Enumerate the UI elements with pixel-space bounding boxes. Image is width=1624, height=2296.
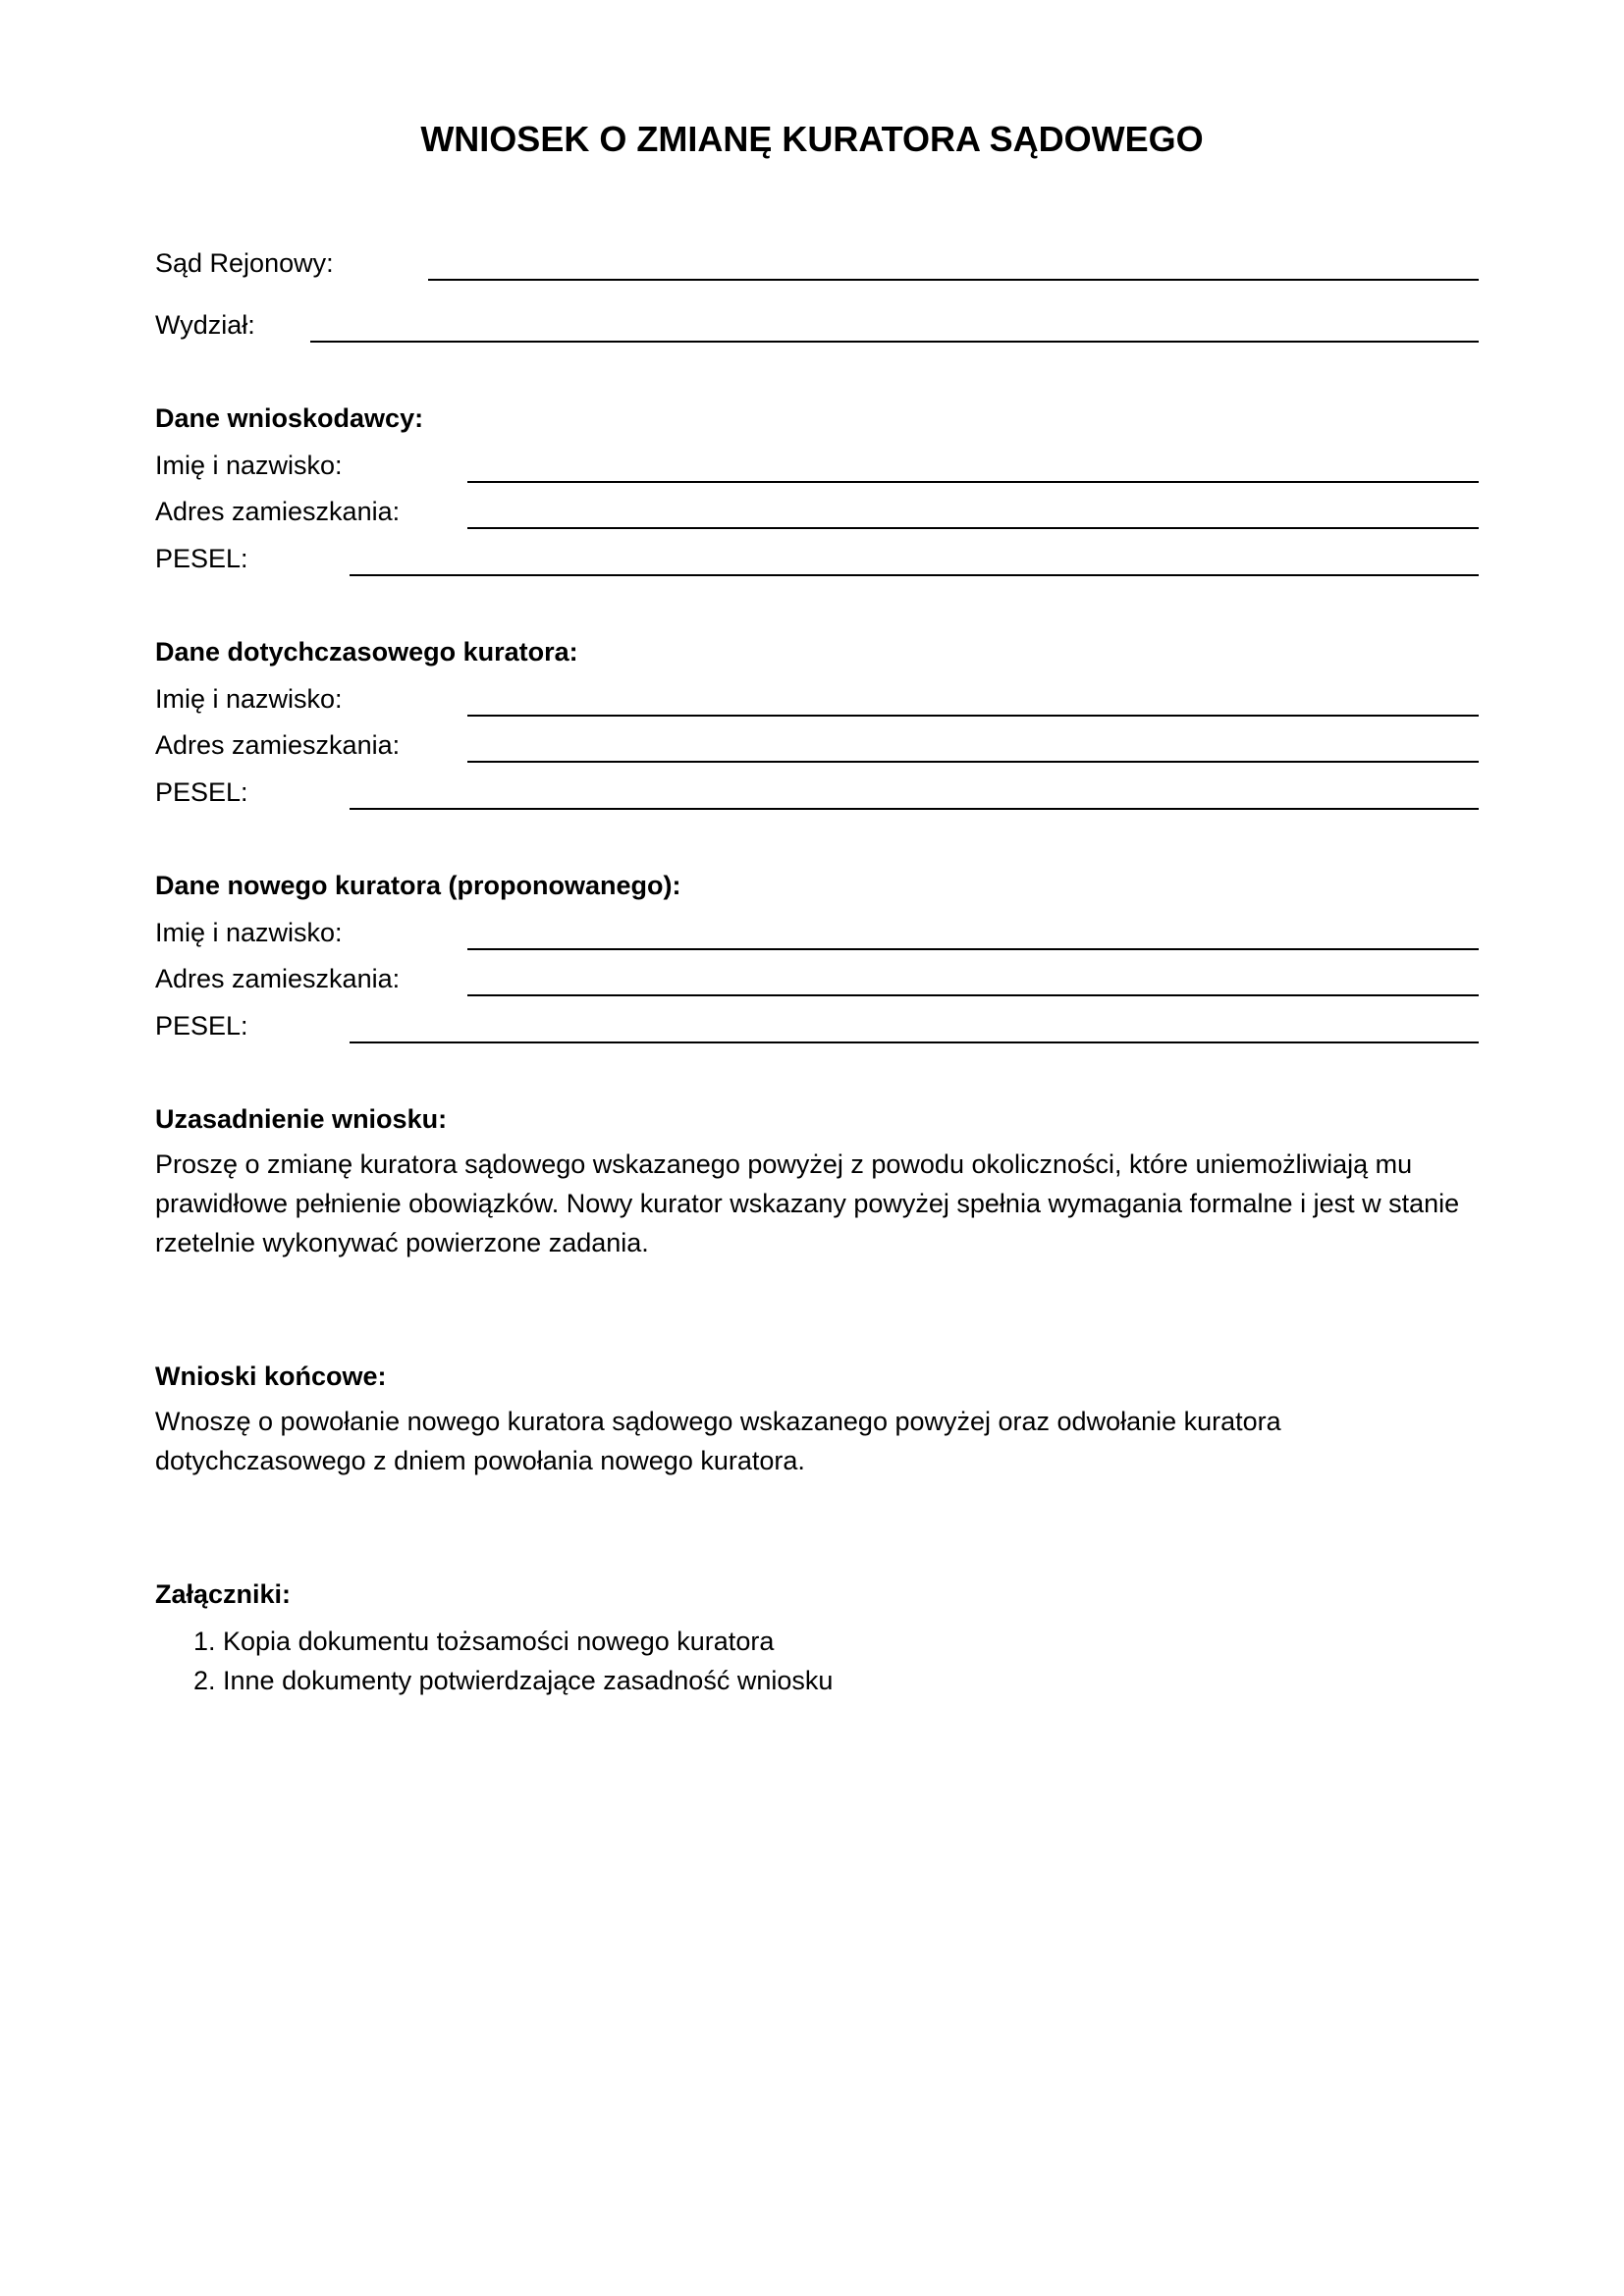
new-curator-pesel-label: PESEL: [155, 1011, 248, 1041]
justification-heading: Uzasadnienie wniosku: [155, 1104, 448, 1134]
wydzial-field-line[interactable] [310, 341, 1479, 343]
sad-rejonowy-label: Sąd Rejonowy: [155, 248, 334, 278]
current-curator-heading: Dane dotychczasowego kuratora: [155, 637, 578, 667]
applicant-pesel-field-line[interactable] [350, 574, 1479, 576]
conclusions-text: Wnoszę o powołanie nowego kuratora sądowego wskazanego powyżej oraz odwołanie kuratora dotychczasowego z dniem powołania nowego kuratora. [155, 1407, 1281, 1475]
conclusions-heading: Wnioski końcowe: [155, 1362, 387, 1391]
new-curator-name-label: Imię i nazwisko: [155, 918, 343, 947]
justification-text: Proszę o zmianę kuratora sądowego wskazanego powyżej z powodu okoliczności, które uniemożliwiają mu prawidłowe pełnienie obowiązków. Nowy kurator wskazany powyżej spełnia wymagania formalne i jest w stanie rzetelnie wykonywać powierzone zadania. [155, 1149, 1460, 1257]
applicant-address-field-line[interactable] [467, 527, 1479, 529]
attachment-item: 2. Inne dokumenty potwierdzające zasadność wniosku [193, 1666, 834, 1695]
applicant-name-label: Imię i nazwisko: [155, 451, 343, 480]
new-curator-address-field-line[interactable] [467, 994, 1479, 996]
new-curator-heading: Dane nowego kuratora (proponowanego): [155, 871, 681, 900]
new-curator-address-label: Adres zamieszkania: [155, 964, 401, 993]
current-curator-pesel-label: PESEL: [155, 777, 248, 807]
applicant-name-field-line[interactable] [467, 481, 1479, 483]
sad-rejonowy-field-line[interactable] [428, 279, 1479, 281]
current-curator-pesel-field-line[interactable] [350, 808, 1479, 810]
applicant-pesel-label: PESEL: [155, 544, 248, 573]
current-curator-name-label: Imię i nazwisko: [155, 684, 343, 714]
document-title: WNIOSEK O ZMIANĘ KURATORA SĄDOWEGO [420, 119, 1204, 159]
new-curator-name-field-line[interactable] [467, 948, 1479, 950]
attachments-heading: Załączniki: [155, 1579, 292, 1609]
applicant-heading: Dane wnioskodawcy: [155, 403, 424, 433]
wydzial-label: Wydział: [155, 310, 255, 340]
current-curator-address-field-line[interactable] [467, 761, 1479, 763]
applicant-address-label: Adres zamieszkania: [155, 497, 401, 526]
new-curator-pesel-field-line[interactable] [350, 1041, 1479, 1043]
attachment-item: 1. Kopia dokumentu tożsamości nowego kuratora [193, 1627, 775, 1656]
current-curator-address-label: Adres zamieszkania: [155, 730, 401, 760]
current-curator-name-field-line[interactable] [467, 715, 1479, 717]
